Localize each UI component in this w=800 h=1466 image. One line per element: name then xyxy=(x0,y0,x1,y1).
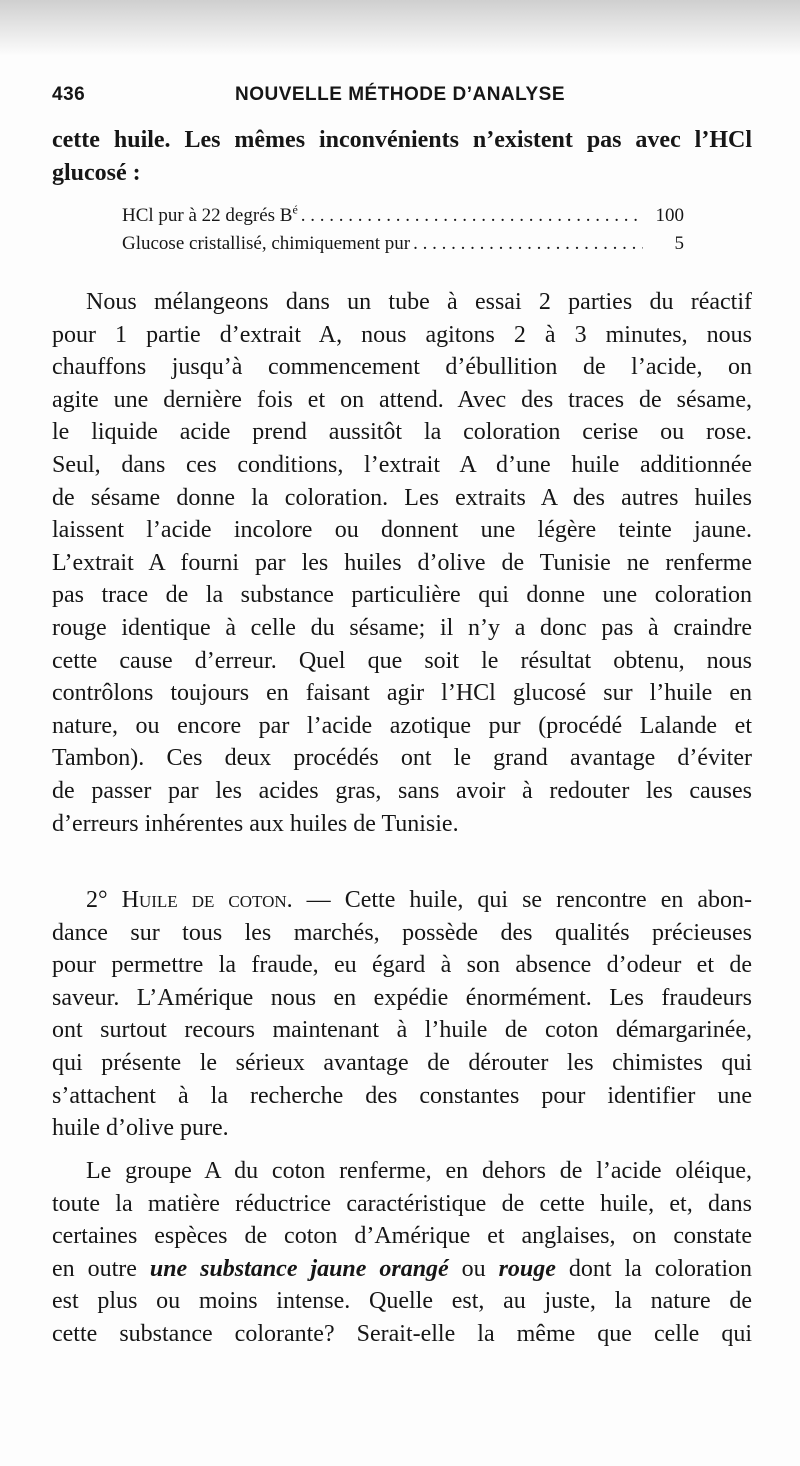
paragraph-cotton-group-a xyxy=(52,1155,752,1351)
text-line: Tambon). Ces deux procédés ont le grand avantage d’éviter xyxy=(52,745,752,772)
text-line: chauffons jusqu’à commencement d’ébullition de l’acide, on xyxy=(52,354,752,381)
recipe-label: HCl pur à 22 degrés $B^é$ xyxy=(122,202,298,226)
text-line: pour 1 partie d’extrait A, nous agitons 2 à 3 minutes, nous xyxy=(52,321,752,348)
text-line: Le groupe A du coton renferme, en dehors de l’acide oléique, xyxy=(86,1158,752,1184)
text-line: qui présente le sérieux avantage de dérouter les chimistes qui xyxy=(52,1049,752,1076)
text-run: dont la coloration xyxy=(568,1255,753,1282)
text-line: nature, ou encore par l’acide azotique pur (procédé Lalande et xyxy=(52,712,752,739)
italic-phrase: rouge xyxy=(498,1255,556,1282)
recipe-value: 100 xyxy=(655,205,684,226)
section-cotton-oil xyxy=(52,884,752,1145)
text-run: ou xyxy=(461,1255,486,1282)
text-line: rouge identique à celle du sésame; il n’y a donc pas à craindre xyxy=(52,614,752,641)
text-line: pas trace de la substance particulière qui donne une coloration xyxy=(52,582,752,609)
text-line: le liquide acide prend aussitôt la coloration cerise ou rose. xyxy=(52,419,752,446)
first-line-text: Cette huile, qui se rencontre en abon- xyxy=(344,887,753,913)
italic-phrase: une substance jaune orangé xyxy=(149,1255,449,1282)
section-first-line xyxy=(52,884,752,917)
text-line: d’erreurs inhérentes aux huiles de Tunisie. xyxy=(52,810,459,837)
text-line: cette cause d’erreur. Quel que soit le résultat obtenu, nous xyxy=(52,647,752,674)
text-line: huile d’olive pure. xyxy=(52,1115,229,1142)
text-line: cette huile. Les mêmes inconvénients n’existent pas avec l’HCl xyxy=(52,127,752,153)
text-line-with-italics xyxy=(52,1253,752,1286)
recipe-value: 5 xyxy=(674,233,684,254)
text-line: pour permettre la fraude, eu égard à son absence d’odeur et de xyxy=(52,952,752,979)
text-line: Nous mélangeons dans un tube à essai 2 parties du réactif xyxy=(86,289,752,315)
text-line: contrôlons toujours en faisant agir l’HCl glucosé sur l’huile en xyxy=(52,680,752,707)
section-heading: Huile de coton. xyxy=(121,887,293,913)
text-line: agite une dernière fois et on attend. Avec des traces de sésame, xyxy=(52,386,752,413)
running-header xyxy=(52,82,748,112)
text-line: s’attachent à la recherche des constantes pour identifier une xyxy=(52,1082,752,1109)
recipe-row xyxy=(122,202,684,230)
text-run: en outre xyxy=(52,1255,137,1282)
scan-edge-shading xyxy=(0,0,800,56)
text-line: de passer par les acides gras, sans avoir à redouter les causes xyxy=(52,777,752,804)
text-line: laissent l’acide incolore ou donnent une légère teinte jaune. xyxy=(52,517,752,544)
text-line: glucosé : xyxy=(52,159,141,186)
reagent-recipe xyxy=(122,202,684,258)
paragraph-reaction xyxy=(52,286,752,840)
text-line: est plus ou moins intense. Quelle est, au juste, la nature de xyxy=(52,1288,752,1315)
heading-dash: — xyxy=(306,887,331,913)
text-line: certaines espèces de coton d’Amérique et anglaises, on constate xyxy=(52,1223,752,1250)
leader-dots xyxy=(301,202,643,230)
text-line: toute la matière réductrice caractéristique de cette huile, et, dans xyxy=(52,1190,752,1217)
text-line: ont surtout recours maintenant à l’huile de coton démargarinée, xyxy=(52,1017,752,1044)
section-number: 2° xyxy=(86,887,108,913)
leader-dots xyxy=(413,230,643,258)
text-line: dance sur tous les marchés, possède des qualités précieuses xyxy=(52,919,752,946)
intro-text xyxy=(52,124,752,189)
recipe-row xyxy=(122,230,684,258)
text-line: de sésame donne la coloration. Les extraits A des autres huiles xyxy=(52,484,752,511)
running-title: NOUVELLE MÉTHODE D’ANALYSE xyxy=(234,84,566,105)
text-line: saveur. L’Amérique nous en expédie énormément. Les fraudeurs xyxy=(52,984,752,1011)
text-line: L’extrait A fourni par les huiles d’olive de Tunisie ne renferme xyxy=(52,549,752,576)
recipe-label: Glucose cristallisé, chimiquement pur xyxy=(122,233,411,254)
text-line: Seul, dans ces conditions, l’extrait A d’une huile additionnée xyxy=(52,451,752,478)
page-number: 436 xyxy=(52,84,86,105)
text-line: cette substance colorante? Serait-elle la même que celle qui xyxy=(52,1320,752,1347)
